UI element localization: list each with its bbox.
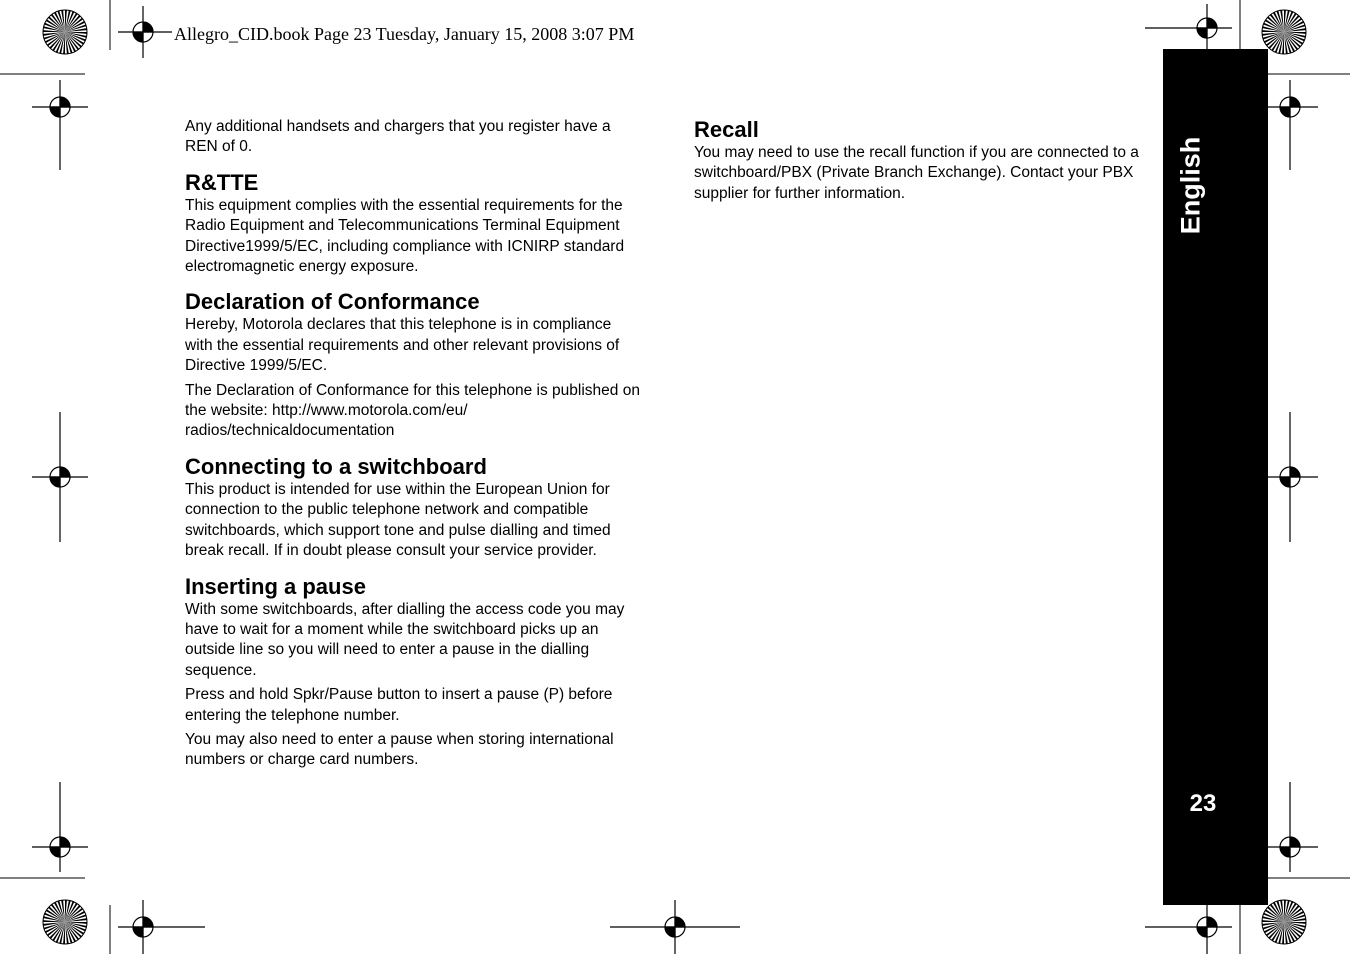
section-paragraph: This equipment complies with the essential requirements for the Radio Equipment and Telecommunications Terminal Equipment Directive1999/5/EC, including compliance with ICNIRP standard electromagnetic energy exposure.: [185, 196, 625, 276]
registration-mark: [1145, 4, 1232, 52]
registration-mark: [32, 80, 88, 170]
starburst-mark: [43, 900, 87, 944]
registration-mark: [1145, 900, 1232, 954]
section-heading: Inserting a pause: [185, 573, 366, 599]
registration-mark: [32, 412, 88, 542]
registration-mark: [1262, 782, 1318, 872]
registration-mark: [1262, 80, 1318, 170]
section-paragraph: Press and hold Spkr/Pause button to insert a pause (P) before entering the telephone number.: [185, 686, 613, 724]
starburst-mark: [1262, 10, 1306, 54]
section-heading: Recall: [694, 117, 759, 142]
intro-paragraph: Any additional handsets and chargers that you register have a REN of 0.: [185, 118, 611, 156]
page-number: 23: [1189, 790, 1217, 817]
registration-mark: [118, 900, 205, 954]
registration-mark: [1262, 412, 1318, 542]
language-label: English: [1175, 136, 1206, 234]
registration-mark: [32, 782, 88, 872]
section-paragraph: You may need to use the recall function if you are connected to a switchboard/PBX (Private Branch Exchange). Contact your PBX supplier for further information.: [694, 144, 1139, 202]
section-heading: R&TTE: [185, 169, 259, 195]
starburst-mark: [43, 10, 87, 54]
registration-mark: [118, 6, 172, 58]
section-heading: Declaration of Conformance: [185, 289, 480, 315]
starburst-mark: [1262, 900, 1306, 944]
section-heading: Connecting to a switchboard: [185, 453, 487, 479]
section-paragraph: You may also need to enter a pause when storing international numbers or charge card numbers.: [185, 730, 614, 769]
section-paragraph: With some switchboards, after dialling the access code you may have to wait for a moment while the switchboard picks up an outside line so you will need to enter a pause in the dialling sequence.: [185, 600, 625, 679]
section-paragraph: The Declaration of Conformance for this telephone is published on the website: http://www.motorola.com/eu/ radios/technicaldocumentation: [185, 381, 640, 440]
section-paragraph: Hereby, Motorola declares that this telephone is in compliance with the essential requirements and other relevant provisions of Directive 1999/5/EC.: [185, 316, 620, 375]
registration-mark: [610, 900, 740, 954]
print-header: Allegro_CID.book Page 23 Tuesday, January 15, 2008 3:07 PM: [174, 24, 635, 44]
section-paragraph: This product is intended for use within the European Union for connection to the public telephone network and compatible switchboards, which support tone and pulse dialling and timed break recall. If in doubt please consult your service provider.: [185, 480, 611, 560]
